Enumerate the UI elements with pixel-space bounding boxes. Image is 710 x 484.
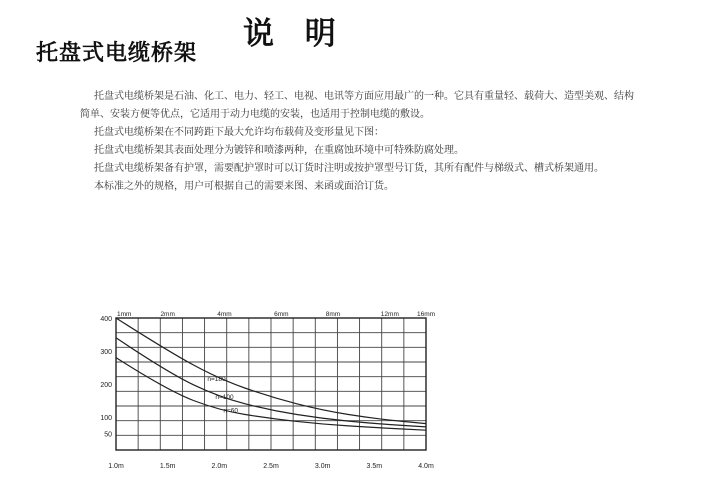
x-tick-label: 2.5m [263, 463, 279, 470]
x-tick-label: 3.0m [314, 463, 331, 470]
series-label: n=100 [215, 394, 234, 402]
x-tick-label: 3.5m [366, 463, 383, 470]
paragraph-custom: 本标准之外的规格，用户可根据自己的需要来图、来函或面洽订货。 [94, 181, 394, 192]
top-tick-label: 2mm [160, 311, 175, 318]
load-deflection-chart [0, 300, 450, 480]
x-tick-label: 2.0m [211, 463, 228, 470]
page-title-suffix: 说 明 [243, 16, 346, 52]
top-tick-label: 16mm [416, 311, 436, 318]
x-tick-label: 1.5m [159, 463, 176, 470]
paragraph-intro: 托盘式电缆桥架是石油、化工、电力、轻工、电视、电讯等方面应用最广的一种。它具有重量轻、载荷大、造型美观、结构简单、安装方便等优点，它适用于动力电缆的安装，也适用于控制电缆的敷设。 [80, 91, 634, 120]
y-tick-label: 300 [100, 349, 112, 356]
top-tick-label: 8mm [325, 311, 341, 318]
y-tick-label: 50 [104, 431, 112, 439]
y-tick-label: 400 [100, 316, 112, 323]
y-tick-label: 200 [100, 382, 112, 389]
top-tick-label: 6mm [274, 311, 289, 318]
series-label: n=180 [207, 376, 226, 384]
x-tick-label: 1.0m [108, 463, 124, 470]
top-tick-label: 12mm [380, 311, 399, 318]
paragraph-load: 托盘式电缆桥架在不同跨距下最大允许均布载荷及变形量见下图： [94, 127, 384, 138]
x-tick-label: 4.0m [418, 463, 434, 470]
top-tick-label: 4mm [217, 311, 232, 318]
description-body [80, 88, 640, 196]
series-label: n=60 [223, 407, 238, 415]
page-title: 托盘式电缆桥架 [36, 41, 198, 66]
y-tick-label: 100 [100, 415, 112, 422]
paragraph-cover: 托盘式电缆桥架备有护罩，需要配护罩时可以订货时注明或按护罩型号订货，其所有配件与梯级式、槽式桥架通用。 [94, 163, 604, 174]
paragraph-surface: 托盘式电缆桥架其表面处理分为镀锌和喷漆两种，在重腐蚀环境中可特殊防腐处理。 [94, 145, 464, 156]
top-tick-label: 1mm [117, 311, 132, 318]
